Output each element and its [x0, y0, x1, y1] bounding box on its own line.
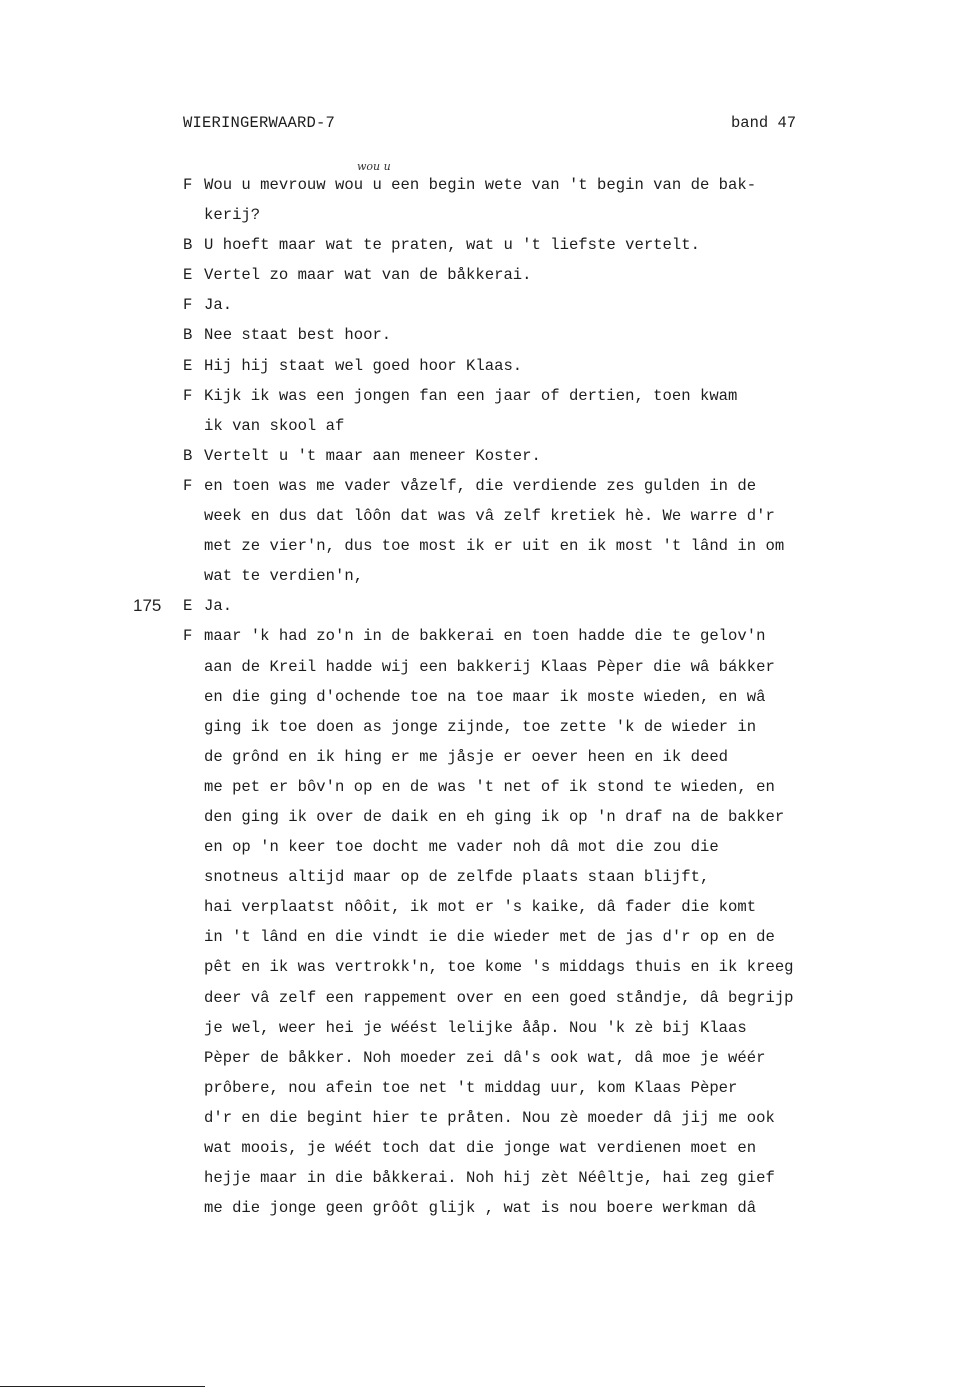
line-text: snotneus altijd maar op de zelfde plaats staan blijft, — [204, 868, 710, 887]
line-text: aan de Kreil hadde wij een bakkerij Klaas Pèper die wâ bákker — [204, 657, 775, 676]
line-text: ik van skool af — [204, 416, 345, 435]
line-text: Hij hij staat wel goed hoor Klaas. — [204, 356, 523, 375]
speaker-label: E — [183, 597, 193, 616]
speaker-label: F — [183, 476, 193, 495]
speaker-label: E — [183, 356, 193, 375]
transcript-line — [183, 200, 873, 230]
transcript-line — [183, 351, 873, 381]
speaker-label: B — [183, 446, 193, 465]
footnote-divider — [0, 1386, 205, 1387]
line-text: hejje maar in die båkkerai. Noh hij zèt Néêltje, hai zeg gief — [204, 1169, 775, 1188]
handwritten-correction: wou u — [357, 160, 391, 173]
transcript-line — [183, 712, 873, 742]
transcript-line — [183, 1013, 873, 1043]
line-text: Ja. — [204, 597, 233, 616]
transcript-line — [183, 682, 873, 712]
line-text: de grônd en ik hing er me jåsje er oever heen en ik deed — [204, 747, 729, 766]
line-text: ging ik toe doen as jonge zijnde, toe zette 'k de wieder in — [204, 717, 757, 736]
transcript-line — [183, 290, 873, 320]
speaker-label: B — [183, 236, 193, 255]
line-text: je wel, weer hei je wéést lelijke ååp. Nou 'k zè bij Klaas — [204, 1018, 747, 1037]
line-text: Wou u mevrouw wou u een begin wete van 't begin van de bak- — [204, 176, 757, 194]
line-text: en die ging d'ochende toe na toe maar ik moste wieden, en wâ — [204, 687, 766, 706]
transcript-line — [183, 802, 873, 832]
line-text: hai verplaatst nôôit, ik mot er 's kaike, dâ fader die komt — [204, 898, 757, 917]
transcript-line — [183, 952, 873, 982]
transcript-line — [183, 1073, 873, 1103]
line-text: Vertelt u 't maar aan meneer Koster. — [204, 446, 541, 465]
transcript-line — [183, 1103, 873, 1133]
line-text: den ging ik over de daik en eh ging ik op 'n draf na de bakker — [204, 807, 785, 826]
transcript-line — [183, 862, 873, 892]
transcript-line — [183, 471, 873, 501]
line-text: wat te verdien'n, — [204, 567, 364, 586]
transcript-line — [183, 501, 873, 531]
line-text: me die jonge geen grôôt glijk , wat is nou boere werkman dâ — [204, 1199, 757, 1218]
transcript-line — [183, 381, 873, 411]
transcript-line — [183, 170, 873, 200]
line-text: week en dus dat lôôn dat was vâ zelf kretiek hè. We warre d'r — [204, 507, 775, 526]
line-text: Pèper de båkker. Noh moeder zei dâ's ook wat, dâ moe je wéér — [204, 1048, 766, 1067]
transcript-line — [183, 1043, 873, 1073]
line-text: en toen was me vader våzelf, die verdiende zes gulden in de — [204, 476, 757, 495]
line-text: in 't lând en die vindt ie die wieder met de jas d'r op en de — [204, 928, 775, 947]
transcript-line — [183, 561, 873, 591]
transcript-line — [183, 320, 873, 350]
line-text: d'r en die begint hier te pråten. Nou zè moeder dâ jij me ook — [204, 1108, 775, 1127]
line-text: pêt en ik was vertrokk'n, toe kome 's middags thuis en ik kreeg — [204, 958, 794, 977]
speaker-label: F — [183, 386, 193, 405]
document-title: WIERINGERWAARD-7 — [183, 114, 336, 132]
transcript-line — [183, 1193, 873, 1223]
line-text: me pet er bôv'n op en de was 't net of ik stond te wieden, en — [204, 777, 775, 796]
transcript-line — [183, 230, 873, 260]
transcript-line — [183, 742, 873, 772]
transcript-line — [183, 892, 873, 922]
transcript-line — [183, 621, 873, 651]
transcript-line — [183, 1163, 873, 1193]
transcript-line — [183, 441, 873, 471]
transcript-line — [183, 411, 873, 441]
line-text: kerij? — [204, 206, 261, 225]
transcript-line — [133, 591, 873, 621]
transcript-line — [183, 260, 873, 290]
tape-number: band 47 — [731, 114, 797, 132]
speaker-label: B — [183, 326, 193, 345]
transcript-line — [183, 652, 873, 682]
transcript-line — [183, 922, 873, 952]
line-text: Ja. — [204, 296, 233, 315]
margin-line-number: 175 — [133, 596, 162, 616]
line-text: Vertel zo maar wat van de båkkerai. — [204, 266, 532, 285]
line-text: Kijk ik was een jongen fan een jaar of dertien, toen kwam — [204, 386, 738, 405]
transcript-line — [183, 832, 873, 862]
speaker-label: F — [183, 176, 193, 194]
transcript-line — [183, 531, 873, 561]
speaker-label: F — [183, 627, 193, 646]
line-text: deer vâ zelf een rappement over en een goed ståndje, dâ begrijp — [204, 988, 794, 1007]
line-text: prôbere, nou afein toe net 't middag uur, kom Klaas Pèper — [204, 1078, 738, 1097]
transcript-line — [183, 772, 873, 802]
line-text: Nee staat best hoor. — [204, 326, 392, 345]
transcript-line — [183, 983, 873, 1013]
line-text: wat moois, je wéét toch dat die jonge wat verdienen moet en — [204, 1139, 757, 1157]
transcript-line — [183, 1133, 873, 1163]
speaker-label: E — [183, 266, 193, 285]
speaker-label: F — [183, 296, 193, 315]
line-text: U hoeft maar wat te praten, wat u 't liefste vertelt. — [204, 236, 700, 255]
line-text: en op 'n keer toe docht me vader noh dâ mot die zou die — [204, 838, 719, 857]
transcript-body — [133, 170, 873, 1223]
line-text: met ze vier'n, dus toe most ik er uit en ik most 't lând in om — [204, 537, 785, 556]
line-text: maar 'k had zo'n in de bakkerai en toen hadde die te gelov'n — [204, 627, 766, 646]
